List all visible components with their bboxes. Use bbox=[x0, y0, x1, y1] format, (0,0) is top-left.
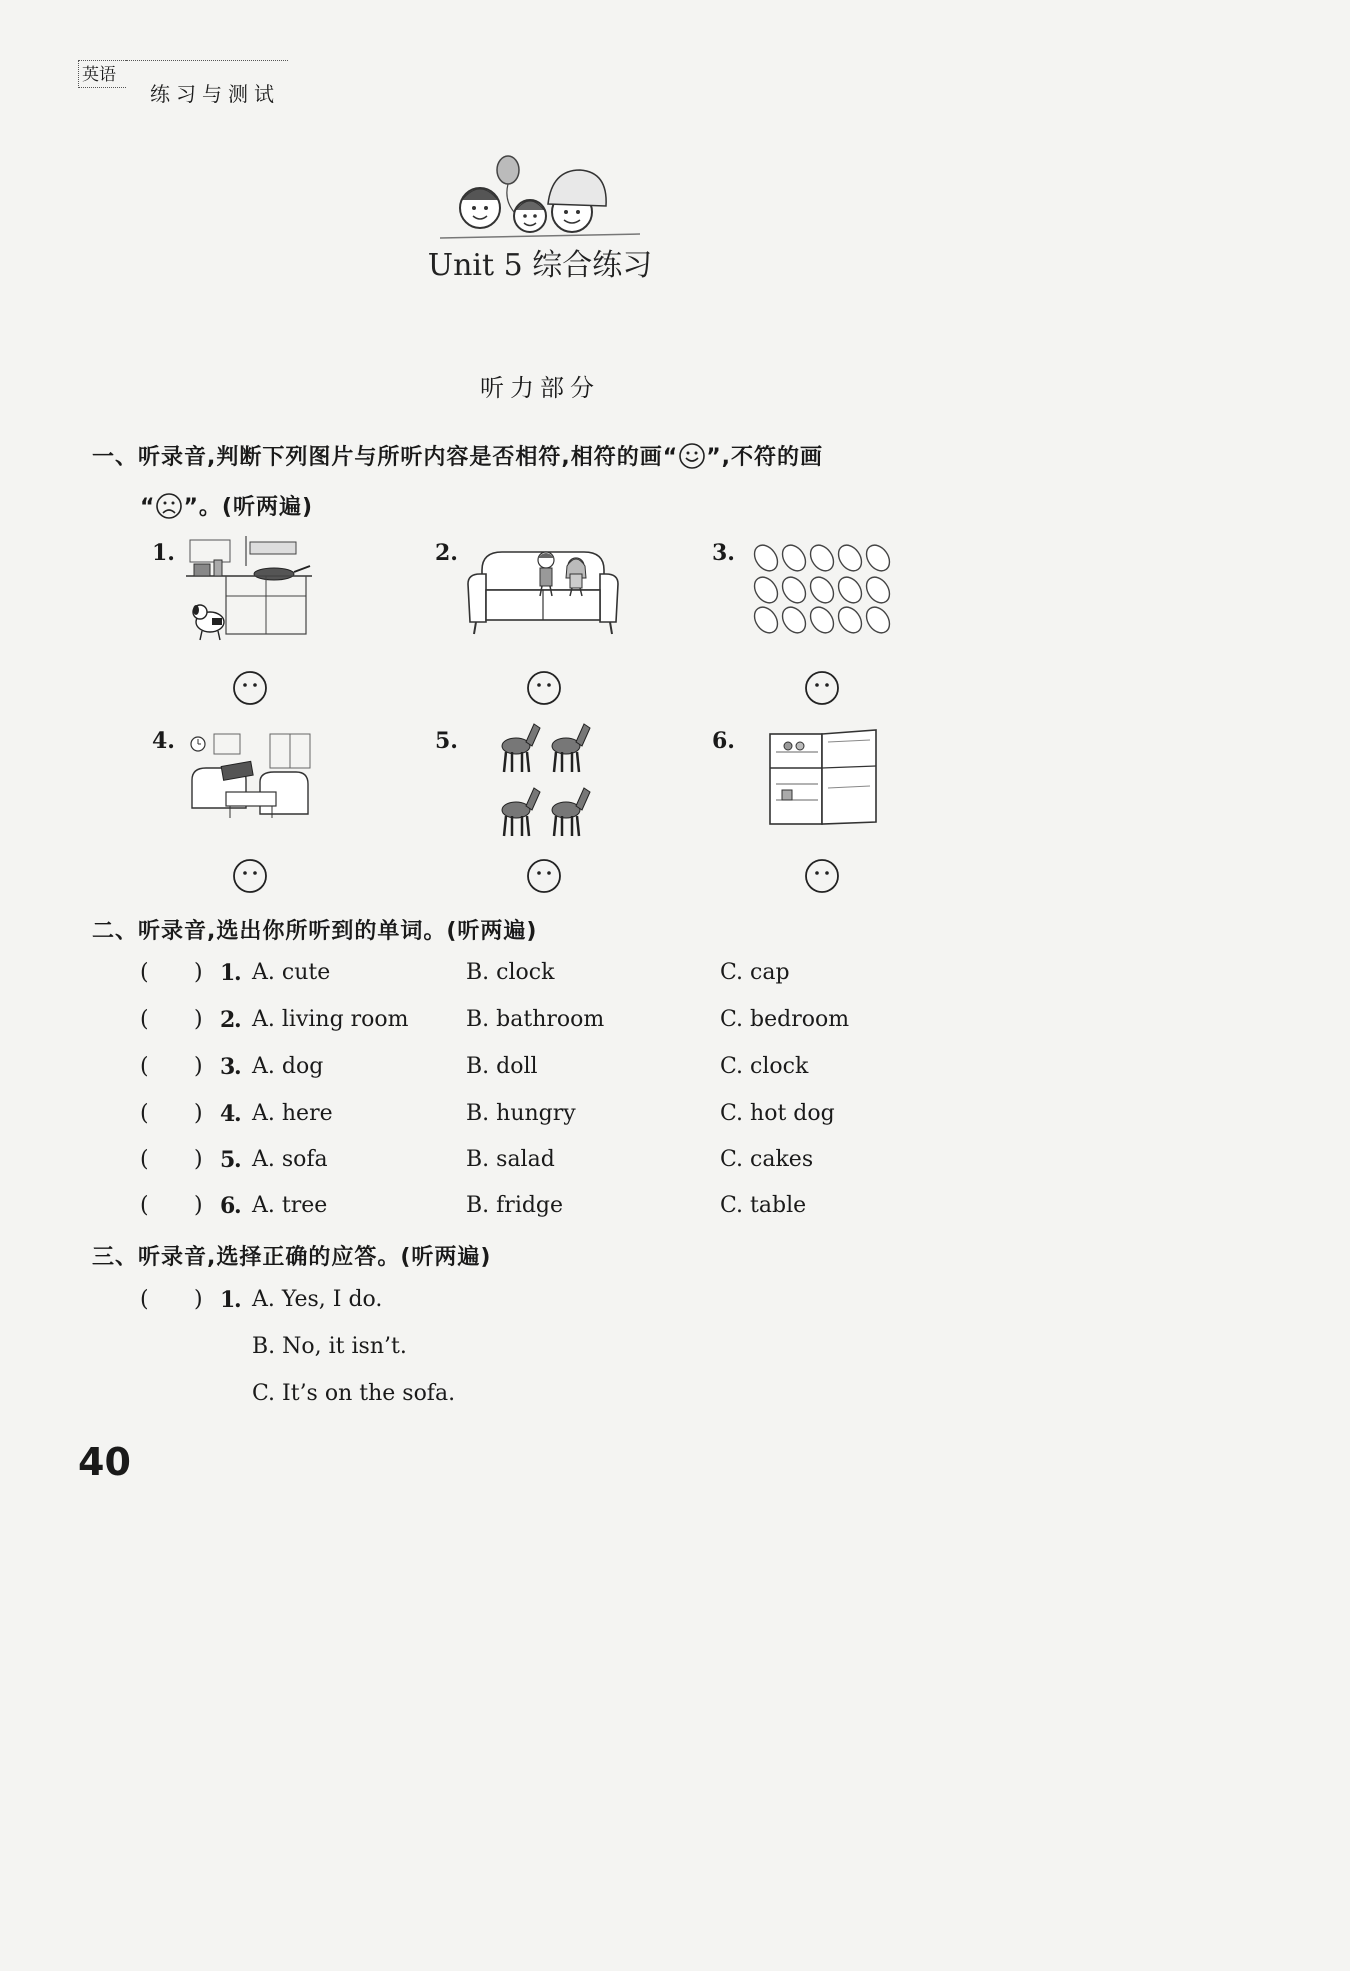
option-c: C. cap bbox=[720, 960, 790, 985]
answer-bracket-open[interactable]: ( bbox=[140, 1193, 149, 1218]
answer-bracket-close: ) bbox=[194, 1147, 203, 1172]
answer-bracket-close: ) bbox=[194, 1054, 203, 1079]
q2-number: 1 bbox=[220, 960, 236, 986]
number-dot: . bbox=[234, 960, 242, 986]
option-c: C. clock bbox=[720, 1054, 809, 1079]
number-dot: . bbox=[234, 1007, 242, 1033]
book-title: 练习与测试 bbox=[150, 82, 280, 106]
option-a: A. Yes, I do. bbox=[252, 1287, 383, 1312]
option-a: A. sofa bbox=[252, 1147, 328, 1172]
q1-item-number: 6. bbox=[712, 728, 735, 754]
answer-bracket-open[interactable]: ( bbox=[140, 1101, 149, 1126]
q3-heading: 三、听录音,选择正确的应答。(听两遍) bbox=[92, 1245, 492, 1270]
section-title: 听力部分 bbox=[480, 374, 600, 402]
kids-logo-icon bbox=[440, 150, 640, 245]
option-b: B. fridge bbox=[466, 1193, 564, 1218]
q1-item-number: 1. bbox=[152, 540, 175, 566]
option-a: A. here bbox=[252, 1101, 333, 1126]
smile-face-icon bbox=[678, 442, 706, 470]
option-a: A. living room bbox=[252, 1007, 409, 1032]
answer-bracket-open[interactable]: ( bbox=[140, 960, 149, 985]
answer-bracket-open[interactable]: ( bbox=[140, 1147, 149, 1172]
sad-face-icon bbox=[155, 492, 183, 520]
answer-bracket-close: ) bbox=[194, 1007, 203, 1032]
horses-picture bbox=[494, 716, 594, 840]
option-c: C. bedroom bbox=[720, 1007, 850, 1032]
page-number: 40 bbox=[78, 1440, 131, 1484]
q1-item-number: 4. bbox=[152, 728, 175, 754]
answer-face-icon[interactable] bbox=[232, 858, 268, 894]
header-rule bbox=[126, 60, 288, 61]
number-dot: . bbox=[234, 1101, 242, 1127]
q2-number: 5 bbox=[220, 1147, 236, 1173]
option-b: B. bathroom bbox=[466, 1007, 605, 1032]
number-dot: . bbox=[234, 1054, 242, 1080]
kitchen-picture bbox=[186, 536, 312, 644]
q1-item-number: 5. bbox=[435, 728, 458, 754]
option-c: C. It’s on the sofa. bbox=[252, 1381, 456, 1406]
option-a: A. cute bbox=[252, 960, 331, 985]
unit-title: Unit 5 综合练习 bbox=[427, 248, 653, 283]
option-b: B. doll bbox=[466, 1054, 538, 1079]
living-room-picture bbox=[186, 730, 314, 826]
number-dot: . bbox=[234, 1193, 242, 1219]
subject-label: 英语 bbox=[78, 60, 126, 88]
number-dot: . bbox=[234, 1147, 242, 1173]
answer-bracket-open[interactable]: ( bbox=[140, 1287, 149, 1312]
answer-bracket-close: ) bbox=[194, 1101, 203, 1126]
q2-heading: 二、听录音,选出你所听到的单词。(听两遍) bbox=[92, 919, 538, 944]
option-b: B. clock bbox=[466, 960, 555, 985]
option-c: C. cakes bbox=[720, 1147, 814, 1172]
option-a: A. dog bbox=[252, 1054, 324, 1079]
option-b: B. salad bbox=[466, 1147, 555, 1172]
q1-item-number: 2. bbox=[435, 540, 458, 566]
q1-heading-line1: 一、听录音,判断下列图片与所听内容是否相符,相符的画“ ”,不符的画 bbox=[92, 440, 823, 471]
ovals-picture bbox=[750, 544, 896, 636]
answer-face-icon[interactable] bbox=[804, 858, 840, 894]
q1-item-number: 3. bbox=[712, 540, 735, 566]
option-c: C. hot dog bbox=[720, 1101, 835, 1126]
q2-number: 6 bbox=[220, 1193, 236, 1219]
answer-bracket-close: ) bbox=[194, 960, 203, 985]
option-a: A. tree bbox=[252, 1193, 328, 1218]
q2-number: 3 bbox=[220, 1054, 236, 1080]
q1-heading-line2: “ ”。(听两遍) bbox=[140, 490, 313, 521]
answer-face-icon[interactable] bbox=[232, 670, 268, 706]
answer-face-icon[interactable] bbox=[526, 670, 562, 706]
option-b: B. hungry bbox=[466, 1101, 576, 1126]
option-b: B. No, it isn’t. bbox=[252, 1334, 407, 1359]
answer-bracket-close: ) bbox=[194, 1287, 203, 1312]
answer-face-icon[interactable] bbox=[804, 670, 840, 706]
q2-number: 2 bbox=[220, 1007, 236, 1033]
number-dot: . bbox=[234, 1287, 242, 1313]
q3-number: 1 bbox=[220, 1287, 236, 1313]
answer-face-icon[interactable] bbox=[526, 858, 562, 894]
q2-number: 4 bbox=[220, 1101, 236, 1127]
option-c: C. table bbox=[720, 1193, 807, 1218]
sofa-picture bbox=[466, 544, 620, 636]
answer-bracket-close: ) bbox=[194, 1193, 203, 1218]
fridge-picture bbox=[764, 728, 882, 828]
answer-bracket-open[interactable]: ( bbox=[140, 1054, 149, 1079]
answer-bracket-open[interactable]: ( bbox=[140, 1007, 149, 1032]
